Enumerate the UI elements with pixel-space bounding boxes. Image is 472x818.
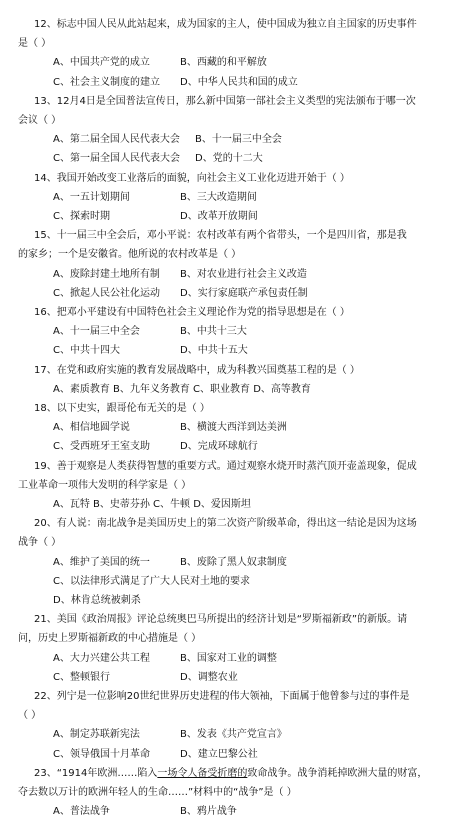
question-13-option-b: B、十一届三中全会	[195, 134, 282, 146]
question-13-stem: 13、12月4日是全国普法宣传日，那么新中国第一部社会主义类型的宪法颁布于哪一次	[34, 95, 416, 107]
question-23-stem-continued: 夺去数以万计的欧洲年轻人的生命……”材料中的“战争”是（ ）	[18, 787, 297, 798]
question-14-option-d: D、改革开放期间	[180, 211, 258, 222]
question-18-option-c: C、受西班牙王室支助	[53, 441, 150, 453]
question-12-option-d: D、中华人民共和国的成立	[180, 76, 298, 88]
question-19-stem-continued: 工业革命一项伟大发明的科学家是（ ）	[18, 479, 192, 491]
question-22-option-d: D、建立巴黎公社	[180, 748, 258, 760]
question-22-option-a: A、制定苏联新宪法	[53, 729, 140, 741]
question-12-option-a: A、中国共产党的成立	[53, 57, 150, 69]
question-12-stem: 12、标志中国人民从此站起来，成为国家的主人，使中国成为独立自主国家的历史事件	[34, 19, 417, 30]
question-20-option-c: C、以法律形式满足了广大人民对土地的要求	[53, 575, 250, 587]
question-15-option-c: C、掀起人民公社化运动	[53, 287, 160, 299]
question-17-stem: 17、在党和政府实施的教育发展战略中，成为科教兴国奠基工程的是（ ）	[34, 364, 360, 376]
question-14-option-c: C、探索时期	[53, 211, 110, 222]
question-23-underlined-phrase: 一场令人备受折磨的	[157, 767, 248, 779]
question-16-option-a: A、十一届三中全会	[53, 326, 140, 338]
question-20-option-b: B、废除了黑人奴隶制度	[180, 556, 287, 568]
question-23-option-a: A、普法战争	[53, 806, 110, 818]
question-13-stem-continued: 会议（ ）	[18, 115, 62, 126]
question-15-option-b: B、对农业进行社会主义改造	[180, 268, 307, 280]
question-23-stem	[34, 767, 427, 780]
question-13-option-a: A、第二届全国人民代表大会	[53, 134, 180, 146]
question-16-option-c: C、中共十四大	[53, 345, 120, 357]
question-15-option-a: A、废除封建土地所有制	[53, 268, 160, 280]
question-16-option-b: B、中共十三大	[180, 326, 247, 338]
question-18-option-d: D、完成环球航行	[180, 441, 258, 453]
question-21-option-d: D、调整农业	[180, 671, 238, 683]
question-21-option-b: B、国家对工业的调整	[180, 652, 277, 664]
question-23-stem-pre: 23、“1914年欧洲……陷入	[34, 767, 158, 779]
question-21-option-c: C、整顿银行	[53, 671, 110, 683]
question-20-option-d: D、林肯总统被刺杀	[53, 595, 141, 606]
question-21-stem-continued: 问，历史上罗斯福新政的中心措施是（ ）	[18, 633, 202, 645]
question-14-option-b: B、三大改造期间	[180, 191, 257, 203]
question-22-option-b: B、发表《共产党宣言》	[180, 729, 287, 741]
question-20-stem: 20、有人说：南北战争是美国历史上的第二次资产阶级革命，得出这一结论是因为这场	[34, 518, 417, 530]
question-22-stem: 22、列宁是一位影响20世纪世界历史进程的伟大领袖，下面属于他曾参与过的事件是	[34, 691, 410, 702]
question-20-option-a: A、维护了美国的统一	[53, 556, 150, 568]
question-15-option-d: D、实行家庭联产承包责任制	[180, 287, 308, 299]
question-17-options: A、素质教育 B、九年义务教育 C、职业教育 D、高等教育	[53, 383, 311, 395]
question-14-option-a: A、一五计划期间	[53, 191, 130, 203]
question-20-stem-continued: 战争（ ）	[18, 537, 62, 549]
question-14-stem: 14、我国开始改变工业落后的面貌，向社会主义工业化迈进开始于（ ）	[34, 172, 350, 184]
question-21-stem: 21、美国《政治周报》评论总统奥巴马所提出的经济计划是“罗斯福新政”的新版。请	[34, 614, 408, 626]
question-16-option-d: D、中共十五大	[180, 345, 248, 357]
question-12-stem-continued: 是（ ）	[18, 38, 52, 50]
question-16-stem: 16、把邓小平建设有中国特色社会主义理论作为党的指导思想是在（ ）	[34, 307, 350, 318]
question-22-stem-continued: （ ）	[18, 710, 42, 722]
question-13-option-c: C、第一届全国人民代表大会	[53, 153, 180, 165]
question-13-option-d: D、党的十二大	[195, 153, 263, 165]
question-18-option-b: B、横渡大西洋到达美洲	[180, 422, 287, 434]
question-15-stem-continued: 的家乡；一个是安徽省。他所说的农村改革是（ ）	[18, 249, 242, 261]
question-15-stem: 15、十一届三中全会后，邓小平说：农村改革有两个省带头，一个是四川省，那是我	[34, 230, 407, 242]
question-12-option-c: C、社会主义制度的建立	[53, 76, 160, 88]
question-22-option-c: C、领导俄国十月革命	[53, 748, 150, 760]
question-23-option-b: B、鸦片战争	[180, 806, 237, 818]
question-23-stem-post: 致命战争。战争消耗掉欧洲大量的财富，	[247, 767, 428, 779]
question-18-stem: 18、以下史实，跟哥伦布无关的是（ ）	[34, 403, 210, 414]
question-19-options: A、瓦特 B、史蒂芬孙 C、牛顿 D、爱因斯坦	[53, 499, 251, 510]
question-12-option-b: B、西藏的和平解放	[180, 57, 267, 69]
question-21-option-a: A、大力兴建公共工程	[53, 652, 150, 664]
question-19-stem: 19、善于观察是人类获得智慧的重要方式。通过观察水烧开时蒸汽顶开壶盖现象，促成	[34, 460, 417, 472]
question-18-option-a: A、相信地圆学说	[53, 422, 130, 434]
